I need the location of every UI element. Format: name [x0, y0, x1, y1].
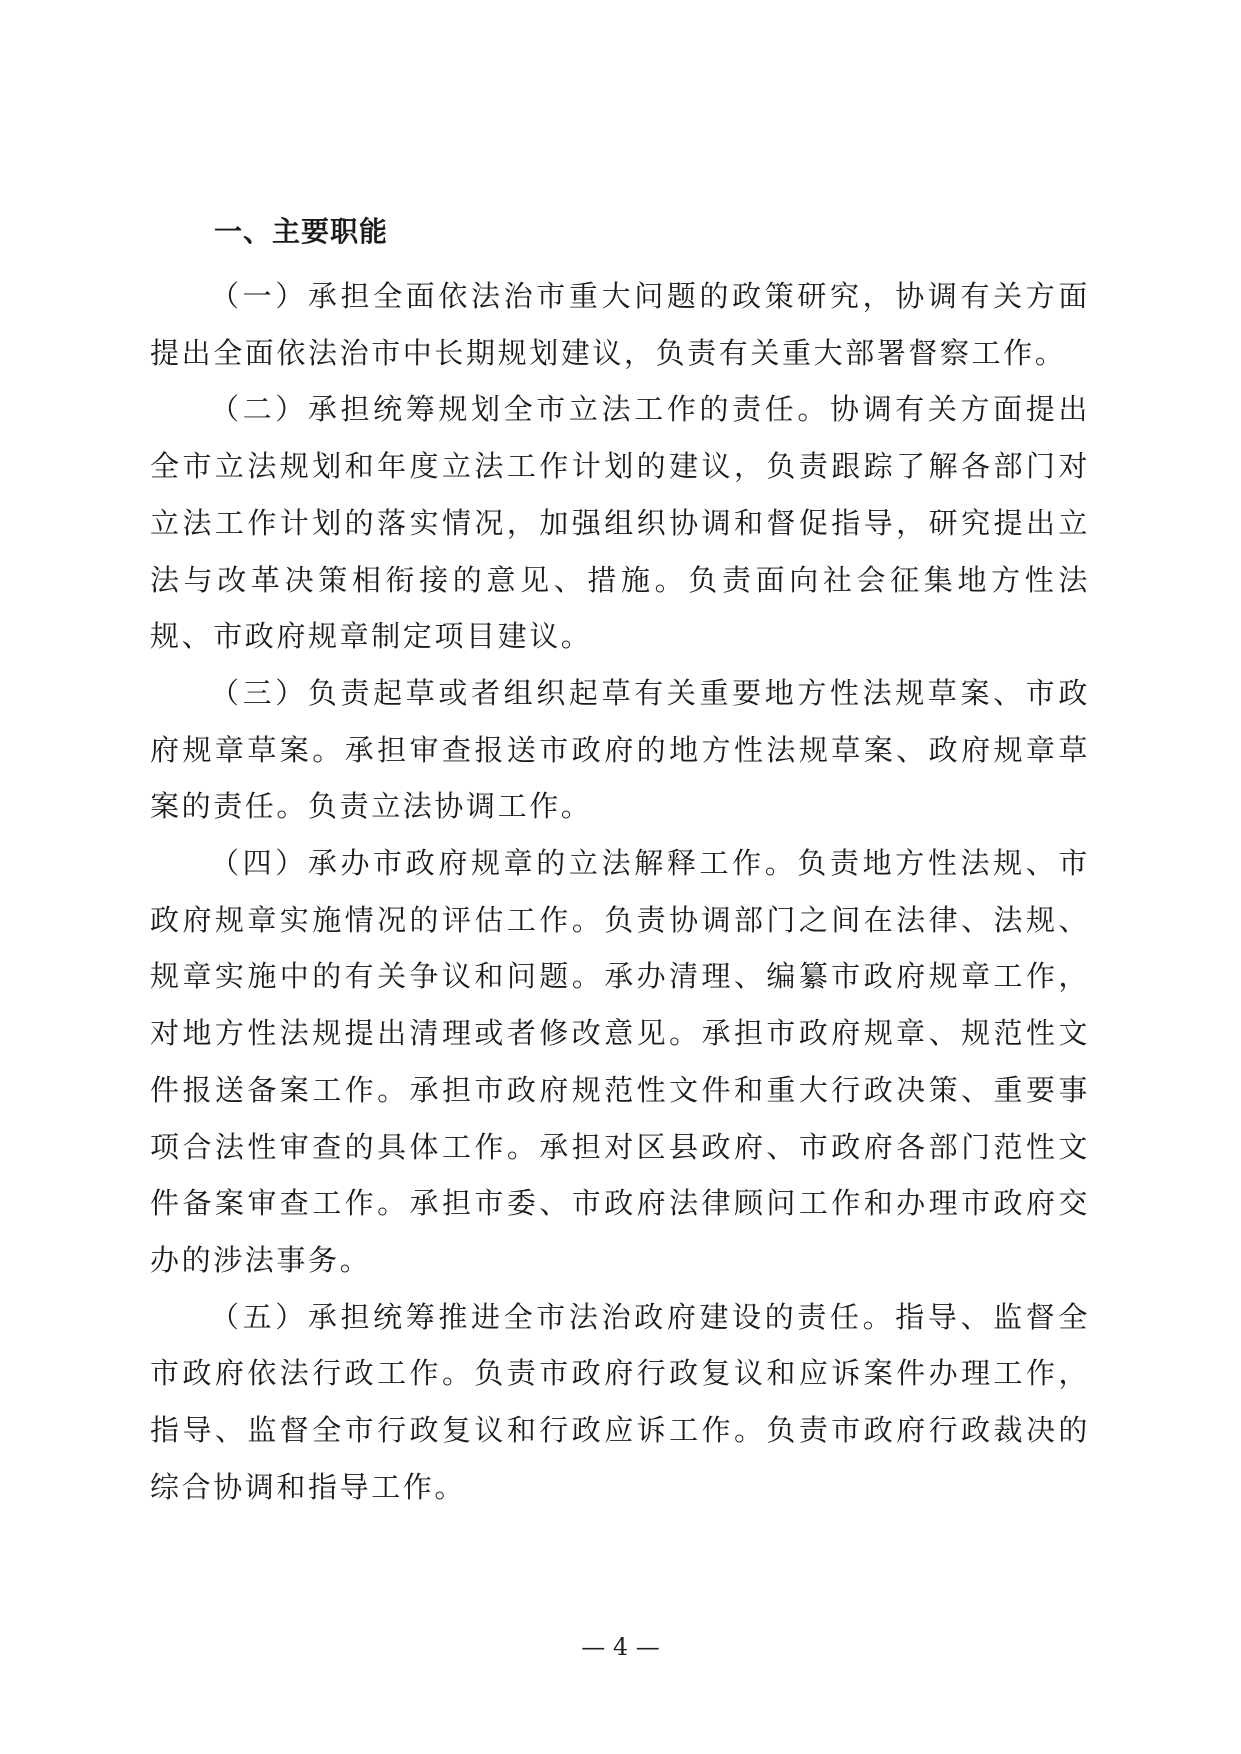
document-body	[150, 212, 1090, 1515]
section-heading: 一、主要职能	[214, 215, 389, 248]
page-number: — 4 —	[581, 1633, 660, 1661]
paragraph-5: （五）承担统筹推进全市法治政府建设的责任。指导、监督全市政府依法行政工作。负责市政府行政复议和应诉案件办理工作，指导、监督全市行政复议和行政应诉工作。负责市政府行政裁决的综合协调和指导工作。	[150, 1299, 1090, 1504]
paragraph-3: （三）负责起草或者组织起草有关重要地方性法规草案、市政府规章草案。承担审查报送市政府的地方性法规草案、政府规章草案的责任。负责立法协调工作。	[150, 675, 1090, 824]
paragraph-1: （一）承担全面依法治市重大问题的政策研究，协调有关方面提出全面依法治市中长期规划建议，负责有关重大部署督察工作。	[150, 279, 1090, 370]
paragraph-2: （二）承担统筹规划全市立法工作的责任。协调有关方面提出全市立法规划和年度立法工作计划的建议，负责跟踪了解各部门对立法工作计划的落实情况，加强组织协调和督促指导，研究提出立法与改革决策相衔接的意见、措施。负责面向社会征集地方性法规、市政府规章制定项目建议。	[150, 392, 1090, 654]
paragraph-4: （四）承办市政府规章的立法解释工作。负责地方性法规、市政府规章实施情况的评估工作。负责协调部门之间在法律、法规、规章实施中的有关争议和问题。承办清理、编纂市政府规章工作，对地方性法规提出清理或者修改意见。承担市政府规章、规范性文件报送备案工作。承担市政府规范性文件和重大行政决策、重要事项合法性审查的具体工作。承担对区县政府、市政府各部门范性文件备案审查工作。承担市委、市政府法律顾问工作和办理市政府交办的涉法事务。	[150, 846, 1090, 1277]
